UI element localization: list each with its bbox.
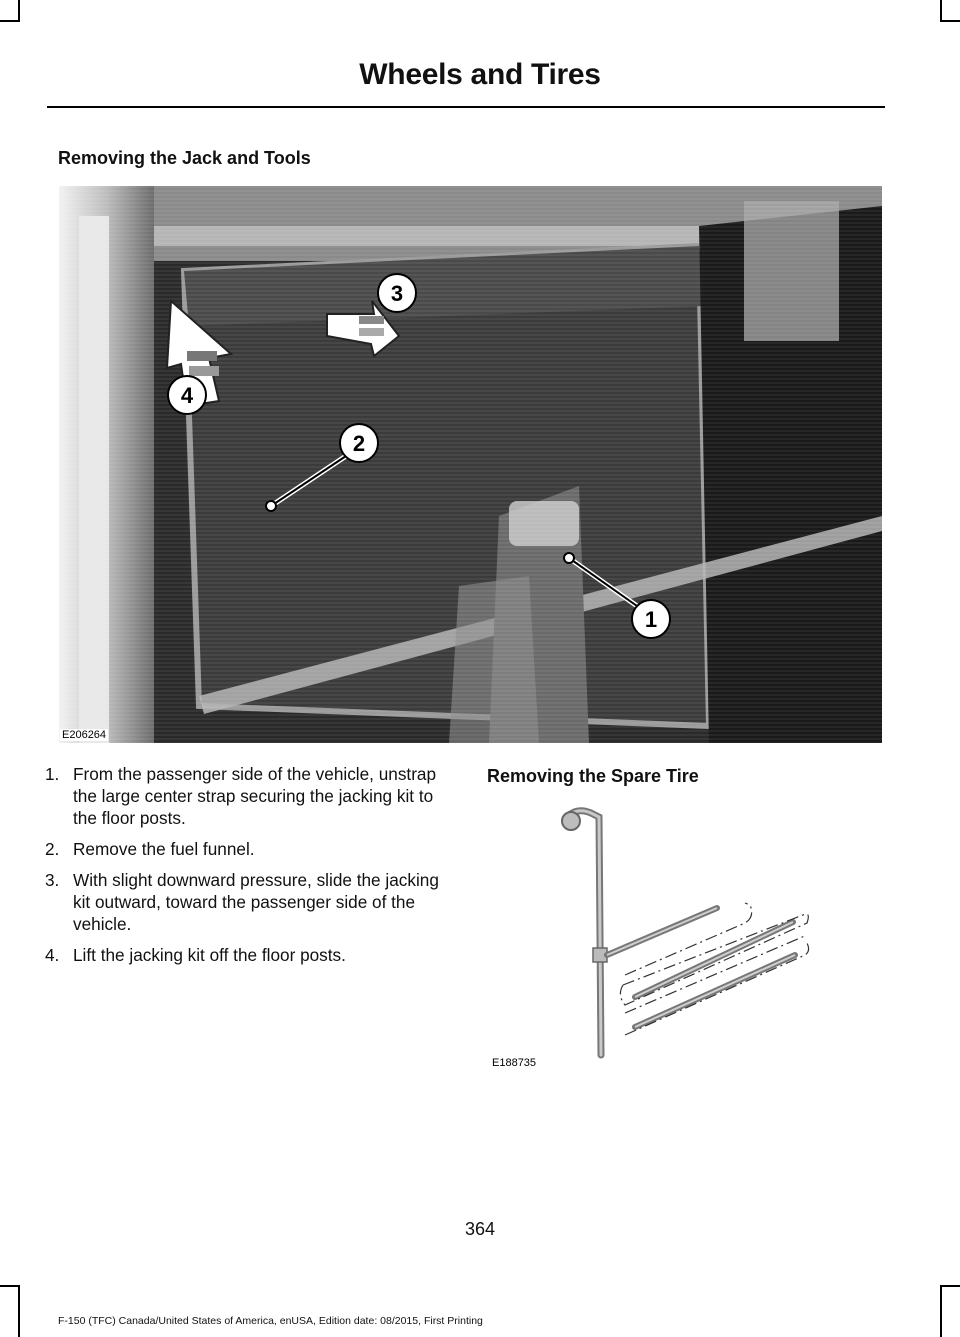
tool-handle-figure	[555, 805, 817, 1070]
list-item: 2. Remove the fuel funnel.	[45, 839, 255, 859]
crop-mark-br-v	[940, 1285, 942, 1337]
footer-edition-note: F-150 (TFC) Canada/United States of America, enUSA, Edition date: 08/2015, First Printing	[58, 1315, 483, 1327]
svg-text:2: 2	[352, 431, 366, 456]
header-rule	[47, 106, 885, 108]
svg-text:1: 1	[644, 607, 658, 632]
crop-mark-bl-v	[18, 1285, 20, 1337]
tool-handle-illustration	[555, 805, 817, 1070]
callout-2-point	[266, 501, 276, 511]
jacking-kit-photo	[59, 186, 882, 743]
callout-4	[168, 376, 206, 414]
crop-mark-tr-h	[940, 20, 960, 22]
callout-2	[340, 424, 378, 462]
section-heading-spare: Removing the Spare Tire	[487, 766, 699, 786]
callout-3	[378, 274, 416, 312]
svg-text:3: 3	[390, 281, 404, 306]
figure-reference-code: E206264	[62, 729, 107, 741]
crop-mark-tr-v	[940, 0, 942, 22]
section-heading-jack: Removing the Jack and Tools	[58, 148, 311, 168]
callout-1	[632, 600, 670, 638]
svg-text:4: 4	[180, 383, 194, 408]
crop-mark-tl-v	[18, 0, 20, 22]
figure2-reference-code: E188735	[492, 1057, 537, 1069]
list-item: 4. Lift the jacking kit off the floor posts.	[45, 945, 346, 965]
crop-mark-br-h	[940, 1285, 960, 1287]
instruction-list	[45, 763, 455, 975]
jacking-kit-illustration	[59, 186, 882, 743]
list-item: 1. From the passenger side of the vehicle, unstrap the large center strap securing the jacking kit to the floor posts.	[45, 764, 437, 828]
page-title: Wheels and Tires	[359, 58, 601, 91]
list-item: 3. With slight downward pressure, slide the jacking kit outward, toward the passenger side of the vehicle.	[45, 870, 439, 934]
callout-1-point	[564, 553, 574, 563]
crop-mark-bl-h	[0, 1285, 20, 1287]
crop-mark-tl-h	[0, 20, 20, 22]
page-number: 364	[464, 1219, 496, 1239]
